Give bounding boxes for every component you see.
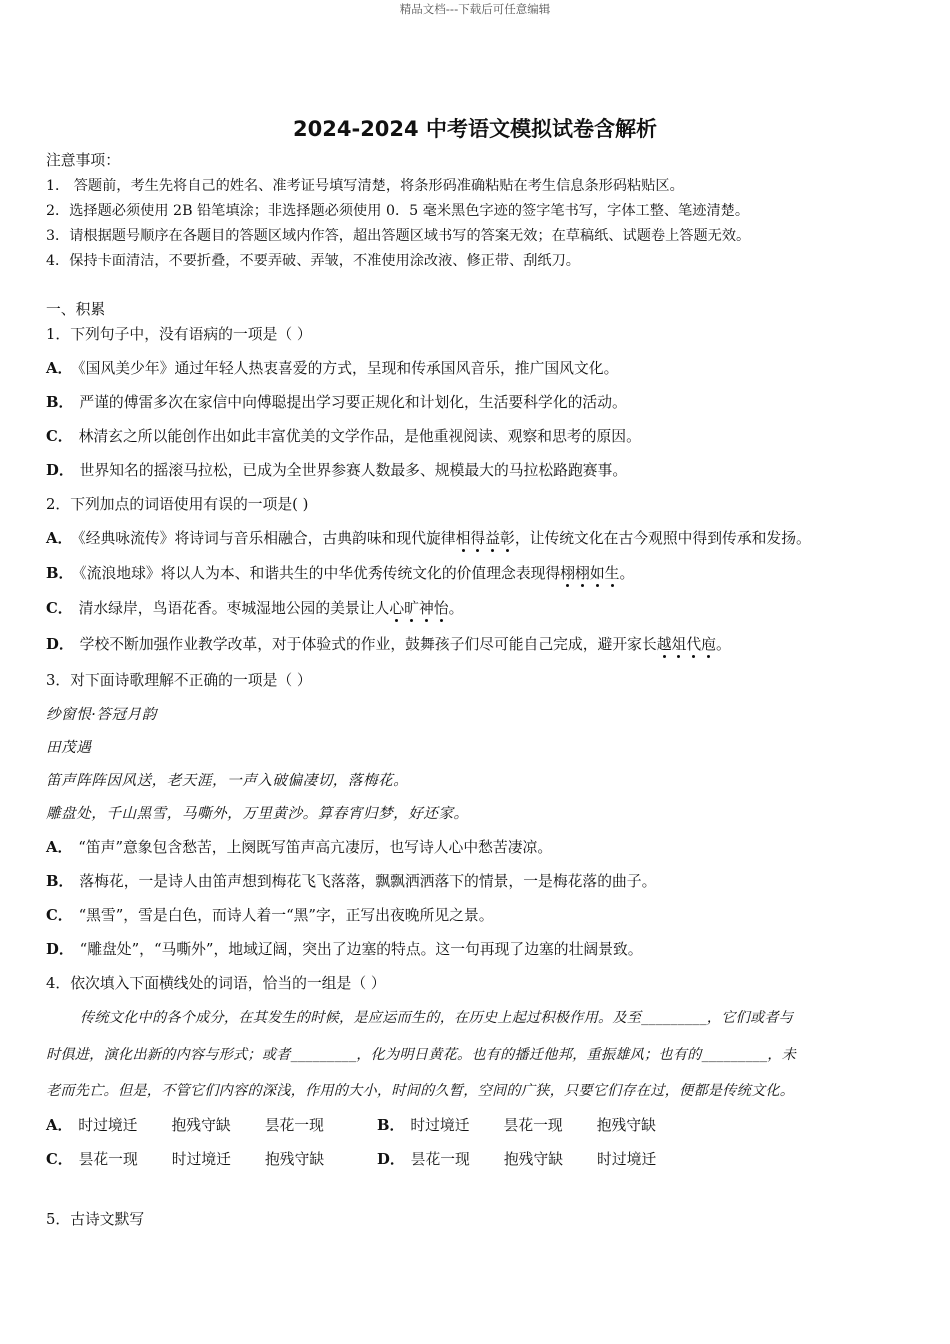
- page-header-note: 精品文档---下载后可任意编辑: [399, 2, 551, 16]
- poem-line-1: 笛声阵阵因风送，老天涯，一声入破偏凄切，落梅花。: [46, 772, 409, 789]
- option-label: C．: [46, 428, 73, 445]
- option-text: “笛声”意象包含愁苦，上阕既写笛声高亢凄厉，也写诗人心中愁苦凄凉。: [78, 839, 553, 856]
- option-word: 昙花一现: [410, 1151, 470, 1168]
- notice-heading: 注意事项：: [46, 152, 120, 169]
- option-word: 时过境迁: [410, 1117, 470, 1134]
- answer-blank-2[interactable]: _________: [290, 1047, 357, 1063]
- option-label: C．: [46, 1151, 73, 1168]
- q3-option-c: [46, 906, 494, 926]
- option-text-before: 《经典咏流传》将诗词与音乐相融合，古典韵味和现代旋律: [78, 530, 456, 547]
- q5-stem: 5．古诗文默写: [46, 1211, 145, 1228]
- answer-blank-1[interactable]: _________: [641, 1010, 707, 1026]
- option-label: D．: [46, 462, 74, 479]
- passage-line-3: 老而先亡。但是，不管它们内容的深浅，作用的大小，时间的久暂，空间的广狭，只要它们存在过，便都是传统文化。: [46, 1083, 795, 1099]
- dotted-char: 栩: [560, 565, 576, 582]
- q3-option-b: [46, 872, 656, 892]
- option-text: “黑雪”，雪是白色，而诗人着一“黑”字，正写出夜晚所见之景。: [78, 907, 494, 924]
- option-word: 时过境迁: [78, 1117, 138, 1134]
- q1-option-d: [46, 461, 627, 481]
- q2-option-b: [46, 564, 634, 584]
- option-text-after: 。: [619, 565, 635, 582]
- option-label: B．: [46, 565, 74, 582]
- option-label: A．: [46, 1117, 73, 1134]
- option-label: B．: [46, 394, 74, 411]
- option-text-after: 。: [448, 600, 464, 617]
- option-word: 抱残守缺: [171, 1117, 231, 1134]
- option-text-after: 。: [715, 636, 731, 653]
- dotted-char: 庖: [701, 636, 716, 653]
- poem-title: 纱窗恨·答冠月韵: [46, 706, 157, 723]
- option-word: 昙花一现: [264, 1117, 324, 1134]
- passage-text: 时俱进，演化出新的内容与形式；或者: [46, 1047, 291, 1063]
- passage-line-2: [46, 1045, 796, 1065]
- option-text-before: 《流浪地球》将以人为本、和谐共生的中华优秀传统文化的价值理念表现得: [79, 565, 561, 582]
- passage-text: ，化为明日黄花。也有的播迁他邦，重振雄风；也有的: [356, 1047, 702, 1063]
- passage-line-1: [80, 1008, 793, 1028]
- q4-option-d: [377, 1150, 656, 1170]
- q4-options-row-1: [46, 1116, 656, 1136]
- option-word: 时过境迁: [171, 1151, 231, 1168]
- dotted-char: 代: [686, 636, 702, 653]
- dotted-char: 如: [589, 565, 605, 582]
- q4-stem: 4．依次填入下面横线处的词语，恰当的一组是（ ）: [46, 975, 386, 992]
- q1-option-b: [46, 393, 627, 413]
- q3-stem: 3．对下面诗歌理解不正确的一项是（ ）: [46, 672, 312, 689]
- dotted-word: [560, 565, 619, 582]
- option-text: “雕盘处”，“马嘶外”，地域辽阔，突出了边塞的特点。这一句再现了边塞的壮阔景致。: [79, 941, 643, 958]
- dotted-char: 俎: [671, 636, 687, 653]
- option-word: 时过境迁: [597, 1151, 657, 1168]
- passage-text: 传统文化中的各个成分，在其发生的时候，是应运而生的，在历史上起过积极作用。及至: [80, 1010, 642, 1026]
- q4-options-row-2: [46, 1150, 656, 1170]
- q2-option-d: [46, 635, 731, 655]
- option-label: A．: [46, 839, 73, 856]
- dotted-char: 得: [470, 530, 486, 547]
- option-label: B．: [46, 873, 74, 890]
- dotted-word: [657, 636, 716, 653]
- q4-option-c: [46, 1150, 377, 1170]
- option-label: D．: [377, 1151, 405, 1168]
- q3-option-d: [46, 940, 643, 960]
- notice-item-2: 2．选择题必须使用 2B 铅笔填涂；非选择题必须使用 0．5 毫米黑色字迹的签字笔书写，字体工整、笔迹清楚。: [46, 203, 750, 219]
- option-text-before: 清水绿岸，鸟语花香。枣城湿地公园的美景让人: [78, 600, 390, 617]
- option-text: 世界知名的摇滚马拉松，已成为全世界参赛人数最多、规模最大的马拉松路跑赛事。: [79, 462, 628, 479]
- option-label: C．: [46, 600, 73, 617]
- q1-stem: 1．下列句子中，没有语病的一项是（ ）: [46, 326, 312, 343]
- q1-option-a: [46, 359, 618, 379]
- notice-item-4: 4．保持卡面清洁，不要折叠，不要弄破、弄皱，不准使用涂改液、修正带、刮纸刀。: [46, 253, 580, 269]
- option-word: 抱残守缺: [596, 1117, 656, 1134]
- option-text-before: 学校不断加强作业教学改革，对于体验式的作业，鼓舞孩子们尽可能自己完成，避开家长: [79, 636, 657, 653]
- option-word: 昙花一现: [78, 1151, 138, 1168]
- passage-text: ，它们或者与: [706, 1010, 794, 1026]
- dotted-char: 益: [485, 530, 501, 547]
- option-text: 落梅花，一是诗人由笛声想到梅花飞飞落落，飘飘洒洒落下的情景，一是梅花落的曲子。: [79, 873, 657, 890]
- q1-option-c: [46, 427, 641, 447]
- q2-option-a: [46, 529, 811, 549]
- dotted-char: 生: [604, 565, 620, 582]
- dotted-word: [389, 600, 448, 617]
- passage-text: ，未: [767, 1047, 796, 1063]
- dotted-word: [456, 530, 515, 547]
- dotted-char: 神: [418, 600, 434, 617]
- option-label: A．: [46, 360, 73, 377]
- page-title: 2024-2024 中考语文模拟试卷含解析: [293, 117, 657, 141]
- poem-author: 田茂遇: [46, 739, 92, 756]
- q4-option-a: [46, 1116, 377, 1136]
- option-word: 抱残守缺: [503, 1151, 564, 1168]
- option-label: C．: [46, 907, 73, 924]
- option-text: 《国风美少年》通过年轻人热衷喜爱的方式，呈现和传承国风音乐，推广国风文化。: [78, 360, 619, 377]
- option-text: 林清玄之所以能创作出如此丰富优美的文学作品，是他重视阅读、观察和思考的原因。: [78, 428, 641, 445]
- dotted-char: 怡: [433, 600, 449, 617]
- poem-line-2: 雕盘处，千山黑雪，马嘶外，万里黄沙。算春宵归梦，好还家。: [46, 805, 469, 822]
- option-label: D．: [46, 636, 74, 653]
- option-text-after: ，让传统文化在古今观照中得到传承和发扬。: [514, 530, 811, 547]
- q2-stem: 2．下列加点的词语使用有误的一项是( ): [46, 496, 309, 513]
- answer-blank-3[interactable]: _________: [701, 1047, 768, 1063]
- dotted-char: 心: [389, 600, 405, 617]
- option-word: 昙花一现: [503, 1117, 563, 1134]
- option-label: A．: [46, 530, 73, 547]
- q2-option-c: [46, 599, 463, 619]
- option-word: 抱残守缺: [264, 1151, 325, 1168]
- notice-item-3: 3．请根据题号顺序在各题目的答题区域内作答，超出答题区域书写的答案无效；在草稿纸、试题卷上答题无效。: [46, 228, 751, 244]
- dotted-char: 相: [455, 530, 471, 547]
- option-label: B．: [377, 1117, 405, 1134]
- dotted-char: 旷: [404, 600, 419, 617]
- dotted-char: 栩: [575, 565, 590, 582]
- q3-option-a: [46, 838, 552, 858]
- q4-option-b: [377, 1116, 656, 1136]
- option-label: D．: [46, 941, 74, 958]
- notice-item-1: 1． 答题前，考生先将自己的姓名、准考证号填写清楚，将条形码准确粘贴在考生信息条形码粘贴区。: [46, 178, 684, 194]
- option-text: 严谨的傅雷多次在家信中向傅聪提出学习要正规化和计划化，生活要科学化的活动。: [79, 394, 627, 411]
- section-heading: 一、积累: [46, 301, 106, 318]
- dotted-char: 彰: [500, 530, 515, 547]
- dotted-char: 越: [656, 636, 672, 653]
